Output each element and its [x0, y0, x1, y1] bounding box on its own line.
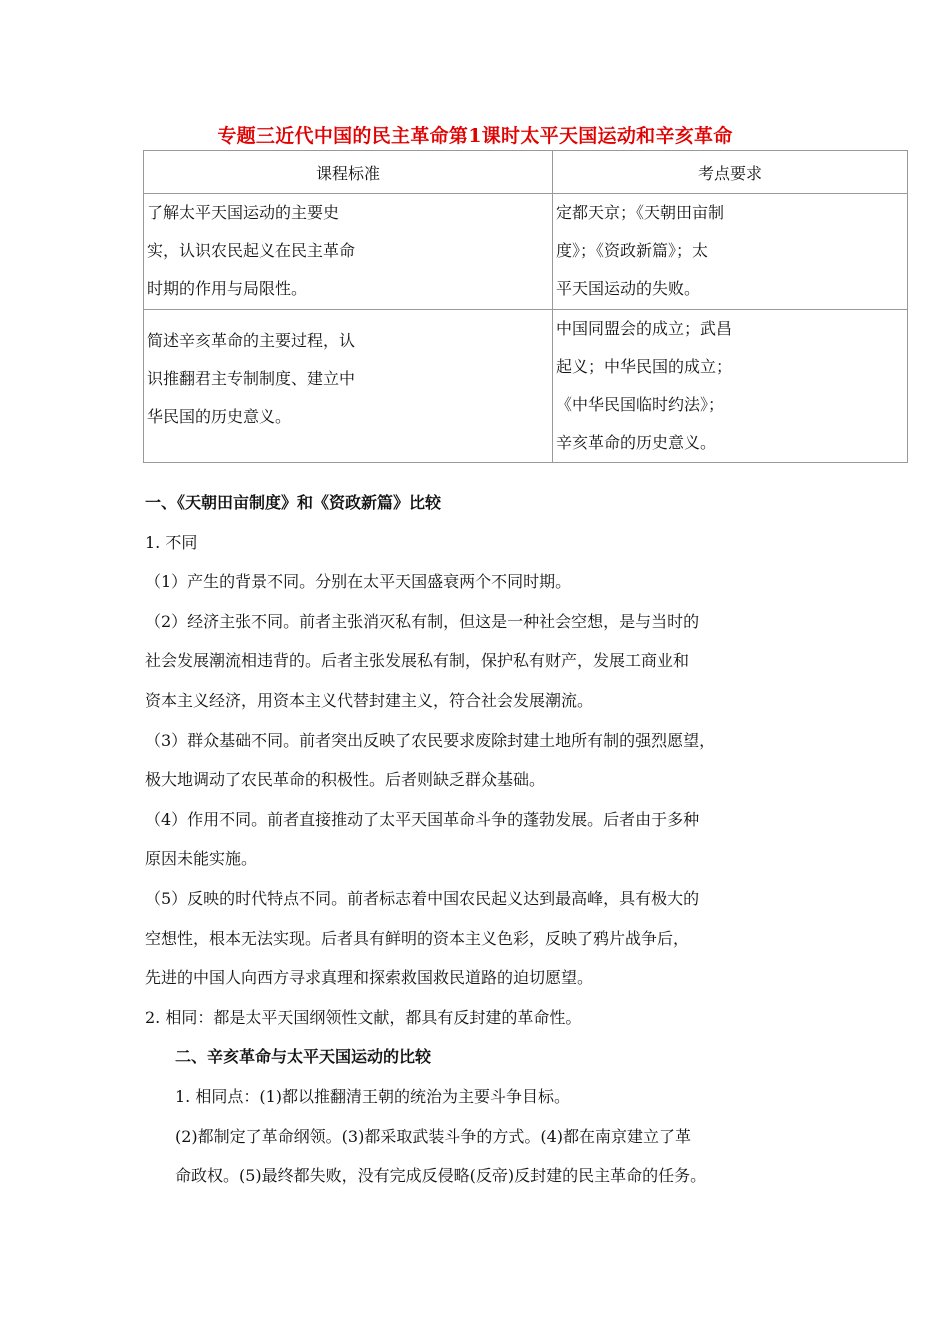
table-header-row	[144, 151, 908, 194]
paragraph-line: 先进的中国人向西方寻求真理和探索救国救民道路的迫切愿望。	[145, 968, 594, 988]
section2-heading: 二、辛亥革命与太平天国运动的比较	[175, 1047, 432, 1067]
paragraph-line: 原因未能实施。	[145, 849, 258, 869]
paragraph-line: （1）产生的背景不同。分别在太平天国盛衰两个不同时期。	[145, 572, 572, 592]
cell-text: 华民国的历史意义。	[147, 407, 292, 426]
cell-text: 《中华民国临时约法》；	[556, 395, 725, 414]
cell-text: 平天国运动的失败。	[556, 279, 701, 298]
paragraph-line: 空想性，根本无法实现。后者具有鲜明的资本主义色彩，反映了鸦片战争后，	[145, 928, 690, 948]
body-content	[145, 483, 845, 1196]
cell-text: 中国同盟会的成立；武昌	[556, 319, 733, 338]
curriculum-table	[143, 150, 908, 463]
requirements-cell	[553, 310, 908, 463]
paragraph-line: （2）经济主张不同。前者主张消灭私有制，但这是一种社会空想，是与当时的	[145, 611, 700, 631]
cell-text: 识推翻君主专制制度、建立中	[147, 369, 356, 388]
paragraph-line: 2. 相同：都是太平天国纲领性文献，都具有反封建的革命性。	[145, 1007, 582, 1027]
paragraph-line: 极大地调动了农民革命的积极性。后者则缺乏群众基础。	[145, 770, 546, 790]
standard-cell	[144, 194, 553, 310]
cell-text: 辛亥革命的历史意义。	[556, 433, 717, 452]
page-title: 专题三近代中国的民主革命第1课时太平天国运动和辛亥革命	[217, 125, 733, 147]
paragraph-line: 1. 不同	[145, 532, 198, 552]
paragraph-line: （5）反映的时代特点不同。前者标志着中国农民起义达到最高峰，具有极大的	[145, 888, 700, 908]
paragraph-line: 1. 相同点：(1)都以推翻清王朝的统治为主要斗争目标。	[175, 1086, 571, 1106]
paragraph-line: 资本主义经济，用资本主义代替封建主义，符合社会发展潮流。	[145, 690, 594, 710]
header-standard: 课程标准	[144, 151, 553, 194]
table-row	[144, 194, 908, 310]
header-requirements: 考点要求	[553, 151, 908, 194]
cell-text: 定都天京；《天朝田亩制	[556, 203, 725, 222]
requirements-cell	[553, 194, 908, 310]
cell-text: 起义；中华民国的成立；	[556, 357, 733, 376]
paragraph-line: (2)都制定了革命纲领。(3)都采取武装斗争的方式。(4)都在南京建立了革	[175, 1126, 691, 1146]
cell-text: 简述辛亥革命的主要过程，认	[147, 331, 356, 350]
cell-text: 时期的作用与局限性。	[147, 279, 308, 298]
table-row	[144, 310, 908, 463]
cell-text: 了解太平天国运动的主要史	[147, 203, 340, 222]
paragraph-line: 命政权。(5)最终都失败，没有完成反侵略(反帝)反封建的民主革命的任务。	[175, 1166, 707, 1186]
paragraph-line: （4）作用不同。前者直接推动了太平天国革命斗争的蓬勃发展。后者由于多种	[145, 809, 700, 829]
section1-heading: 一、《天朝田亩制度》和《资政新篇》比较	[145, 493, 442, 512]
cell-text: 实，认识农民起义在民主革命	[147, 241, 356, 260]
cell-text: 度》；《资政新篇》；太	[556, 241, 709, 260]
paragraph-line: 社会发展潮流相违背的。后者主张发展私有制，保护私有财产，发展工商业和	[145, 651, 690, 671]
standard-cell	[144, 310, 553, 463]
paragraph-line: （3）群众基础不同。前者突出反映了农民要求废除封建土地所有制的强烈愿望，	[145, 730, 716, 750]
